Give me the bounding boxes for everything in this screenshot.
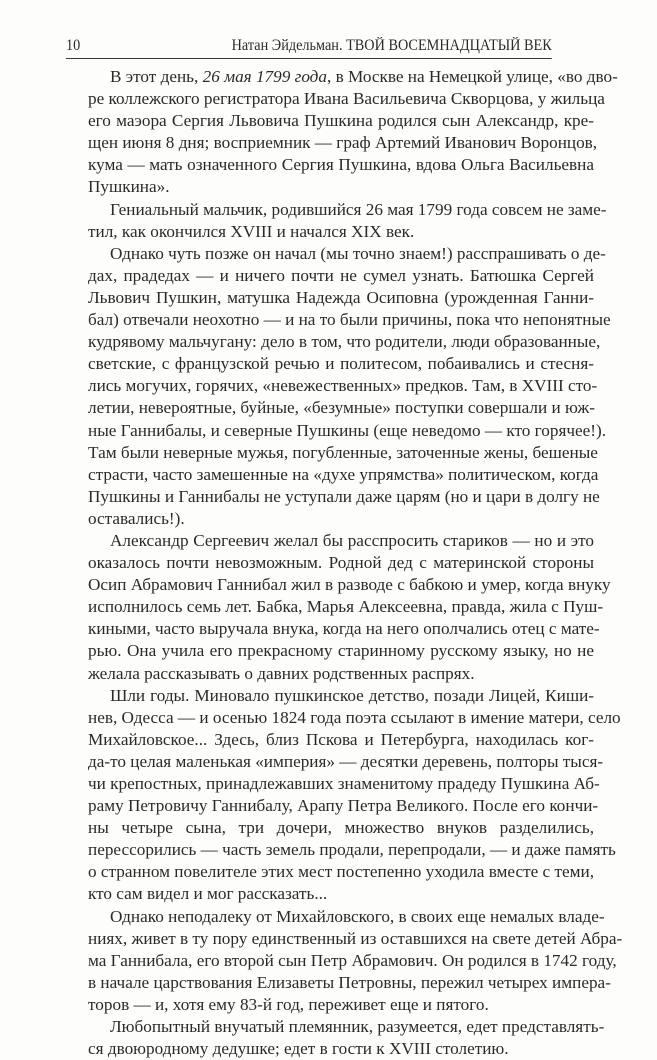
text-line: оказалось почти невозможным. Родной дед с материнской стороны [88, 553, 594, 573]
text-line: щен июня 8 дня; восприемник — граф Артемий Иванович Воронцов, [88, 133, 598, 153]
text-line: в начале царствования Елизаветы Петровны, пережил четырех импера- [88, 972, 611, 992]
text-line: ниях, живет в ту пору единственный из оставшихся на свете детей Абра- [88, 928, 623, 948]
text-line: рью. Она учила его прекрасному старинному русскому языку, но не [88, 641, 594, 661]
text-line: дах, прадедах — и ничего почти не сумел узнать. Батюшка Сергей [88, 265, 594, 285]
text-line: Однако чуть позже он начал (мы точно знаем!) расспрашивать о де- [110, 243, 606, 263]
italic-date: 26 мая 1799 года [202, 67, 327, 86]
text-line: тил, как окончился XVIII и начался XIX век. [88, 221, 415, 241]
paragraph [66, 1016, 605, 1060]
text-line: перессорились — часть земель продали, перепродали, — и даже память [88, 840, 616, 860]
paragraph [66, 906, 623, 1016]
text-line: бал) отвечали неохотно — и на то были причины, пока что непонятные [88, 310, 611, 330]
text-line: страсти, часто замешенные на «духе упрямства» политическом, когда [88, 464, 599, 484]
text-line: В этот день, 26 мая 1799 года, в Москве на Немецкой улице, «во дво- [110, 67, 618, 86]
text-line: Александр Сергеевич желал бы расспросить стариков — но и это [110, 530, 594, 550]
text-line: кто сам видел и мог рассказать... [88, 884, 328, 904]
text-line: ны четыре сына, три дочери, множество внуков разделились, [88, 818, 594, 838]
text-line: раму Петровичу Ганнибалу, Арапу Петра Великого. После его кончи- [88, 796, 599, 816]
paragraph [66, 243, 611, 530]
text-line: Гениальный мальчик, родившийся 26 мая 1799 года совсем не заме- [110, 199, 607, 219]
text-line: ся двоюродному дедушке; едет в гости к XVIII столетию. [88, 1039, 509, 1059]
text-line: Михайловское... Здесь, близ Пскова и Петербурга, находилась ког- [88, 729, 594, 749]
text-line: о странном повелителе этих мест постепенно уходила вместе с теми, [88, 862, 594, 882]
text-line: исполнилось семь лет. Бабка, Марья Алексеевна, правда, жила с Пуш- [88, 597, 604, 617]
paragraph [66, 685, 621, 906]
text-line: кудрявому мальчугану: дело в том, что родители, люди образованные, [88, 332, 601, 352]
page-number: 10 [66, 37, 81, 54]
text-line: Однако неподалеку от Михайловского, в своих еще немалых владе- [110, 906, 605, 926]
text-line: Пушкины и Ганнибалы не уступали даже царям (но и цари в долгу не [88, 486, 600, 506]
text-line: да-то целая маленькая «империя» — десятки деревень, полторы тыся- [88, 751, 604, 771]
text-line: Там были неверные мужья, погубленные, заточенные жены, бешеные [88, 442, 598, 462]
text-line: желала рассказывать о давних родственных распрях. [88, 663, 475, 683]
text-line: Пушкина». [88, 177, 170, 197]
text-line: кума — мать означенного Сергия Пушкина, вдова Ольга Васильевна [88, 155, 594, 175]
text-line: Шли годы. Миновало пушкинское детство, позади Лицей, Киши- [110, 685, 594, 705]
text-line: Осип Абрамович Ганнибал жил в разводе с бабкою и умер, когда внуку [88, 575, 611, 595]
running-header [66, 34, 552, 59]
text-line: Львович Пушкин, матушка Надежда Осиповна (урожденная Ганни- [88, 287, 594, 307]
text-line: ма Ганнибала, его второй сын Петр Абрамович. Он родился в 1742 году, [88, 950, 617, 970]
text-line: лись могучих, горячих, «невежественных» предков. Там, в XVIII сто- [88, 376, 598, 396]
paragraph [66, 199, 607, 243]
text-line: нев, Одесса — и осенью 1824 года поэта ссылают в имение матери, село [88, 707, 621, 727]
text-line: его маэора Сергия Львовича Пушкина родился сын Александр, кре- [88, 111, 594, 131]
text-line: чи крепостных, принадлежавших знаменитому прадеду Пушкина Аб- [88, 774, 600, 793]
text-line: светские, с французской речью и политесом, побаивались и стесня- [88, 354, 594, 374]
page-body [66, 66, 623, 1060]
text-line: киными, часто выручала внука, когда на него ополчались отец с мате- [88, 619, 600, 639]
paragraph [66, 530, 611, 685]
text-line: ные Ганнибалы, и северные Пушкины (еще неведомо — кто горячее!). [88, 420, 607, 440]
text-line: торов — и, хотя ему 83-й год, переживет еще и пятого. [88, 994, 489, 1014]
paragraph [66, 66, 618, 199]
text-line: ре коллежского регистратора Ивана Васильевича Скворцова, у жильца [88, 89, 605, 109]
text-line: летии, невероятные, буйные, «безумные» поступки совершали и юж- [88, 398, 595, 418]
running-title: Натан Эйдельман. ТВОЙ ВОСЕМНАДЦАТЫЙ ВЕК [231, 37, 552, 54]
text-line: оставались!). [88, 508, 185, 528]
text-line: Любопытный внучатый племянник, разумеется, едет представлять- [110, 1017, 605, 1037]
